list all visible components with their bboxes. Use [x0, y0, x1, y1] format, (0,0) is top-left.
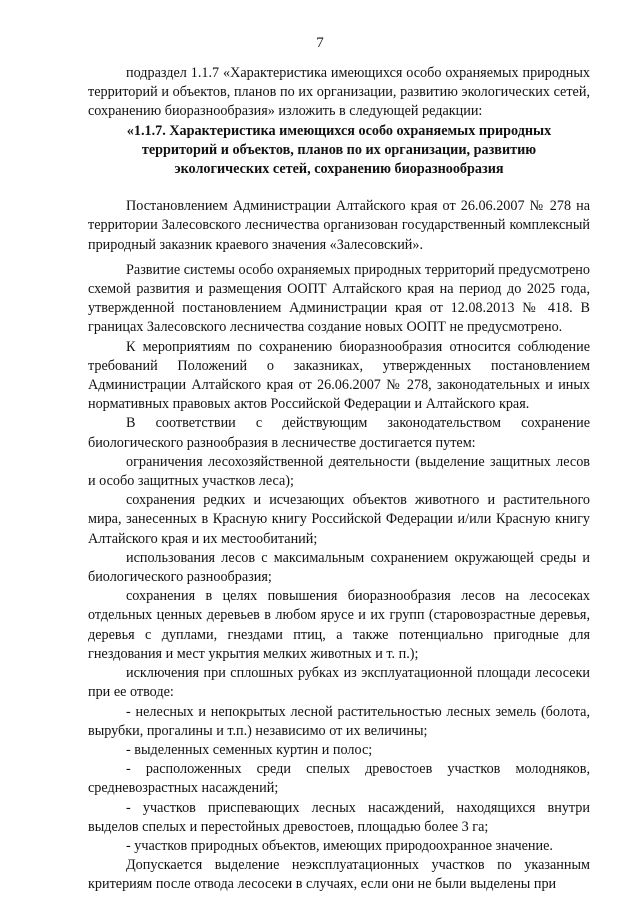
sub-item-maturing-stands: - участков приспевающих лесных насаждений, находящихся внутри выделов спелых и перестойных древостоев, площадью более 3 га; — [88, 799, 590, 835]
list-item-valuable-trees: сохранения в целях повышения биоразнообразия лесов на лесосеках отдельных ценных деревьев в любом ярусе и их групп (старовозрастные деревья, деревья с дуплами, гнездами птиц, а также потенциально пригодные для гнездования и мест укрытия мелких животных и т. п.); — [88, 588, 590, 662]
paragraph-measures: К мероприятиям по сохранению биоразнообразия относится соблюдение требований Положений о заказниках, утвержденных постановлением Администрации Алтайского края от 26.06.2007 № 278, законодательных и иных нормативных правовых актов Российской Федерации и Алтайского края. — [88, 338, 590, 413]
paragraph-legislation: В соответствии с действующим законодательством сохранение биологического разнообразия в лесничестве достигается путем: — [88, 415, 590, 451]
list-item-exclusions: исключения при сплошных рубках из эксплуатационной площади лесосеки при ее отводе: — [88, 665, 590, 701]
paragraph-oopt-scheme: Развитие системы особо охраняемых природных территорий предусмотрено схемой развития и размещения ООПТ Алтайского края на период до 2025 года, утвержденной постановлением Администрации края от 12.08.2013 № 418. В границах Залесовского лесничества создание новых ООПТ не предусмотрено. — [88, 261, 590, 336]
section-heading: «1.1.7. Характеристика имеющихся особо охраняемых природных территорий и объектов, планов по их организации, развитию экологических сетей, сохранению биоразнообразия — [126, 122, 552, 178]
sub-item-seed-plots: - выделенных семенных куртин и полос; — [126, 741, 373, 758]
sub-item-nonforest-lands: - нелесных и непокрытых лесной растительностью лесных земель (болота, вырубки, прогалины и т.п.) независимо от их величины; — [88, 703, 590, 739]
list-item-restrictions: ограничения лесохозяйственной деятельности (выделение защитных лесов и особо защитных участков леса); — [88, 453, 590, 490]
paragraph-reserve: Постановлением Администрации Алтайского края от 26.06.2007 № 278 на территории Залесовского лесничества организован государственный комплексный природный заказник краевого значения «Залесовский». — [88, 198, 590, 253]
intro-paragraph: подраздел 1.1.7 «Характеристика имеющихся особо охраняемых природных территорий и объектов, планов по их организации, развитию экологических сетей, сохранению биоразнообразия» изложить в следующей редакции: — [88, 65, 590, 120]
page-number: 7 — [316, 35, 324, 51]
list-item-rare-species: сохранения редких и исчезающих объектов животного и растительного мира, занесенных в Красную книгу Российской Федерации и/или Красную книгу Алтайского края и их местообитаний; — [88, 492, 590, 547]
sub-item-young-stands: - расположенных среди спелых древостоев участков молодняков, средневозрастных насаждений; — [88, 761, 590, 797]
list-item-forest-use: использования лесов с максимальным сохранением окружающей среды и биологического разнообразия; — [88, 549, 590, 586]
sub-item-natural-objects: - участков природных объектов, имеющих природоохранное значение. — [126, 837, 553, 854]
document-body — [88, 64, 590, 895]
paragraph-non-exploitable: Допускается выделение неэксплуатационных участков по указанным критериям после отвода лесосеки в случаях, если они не были выделены при — [88, 857, 590, 893]
